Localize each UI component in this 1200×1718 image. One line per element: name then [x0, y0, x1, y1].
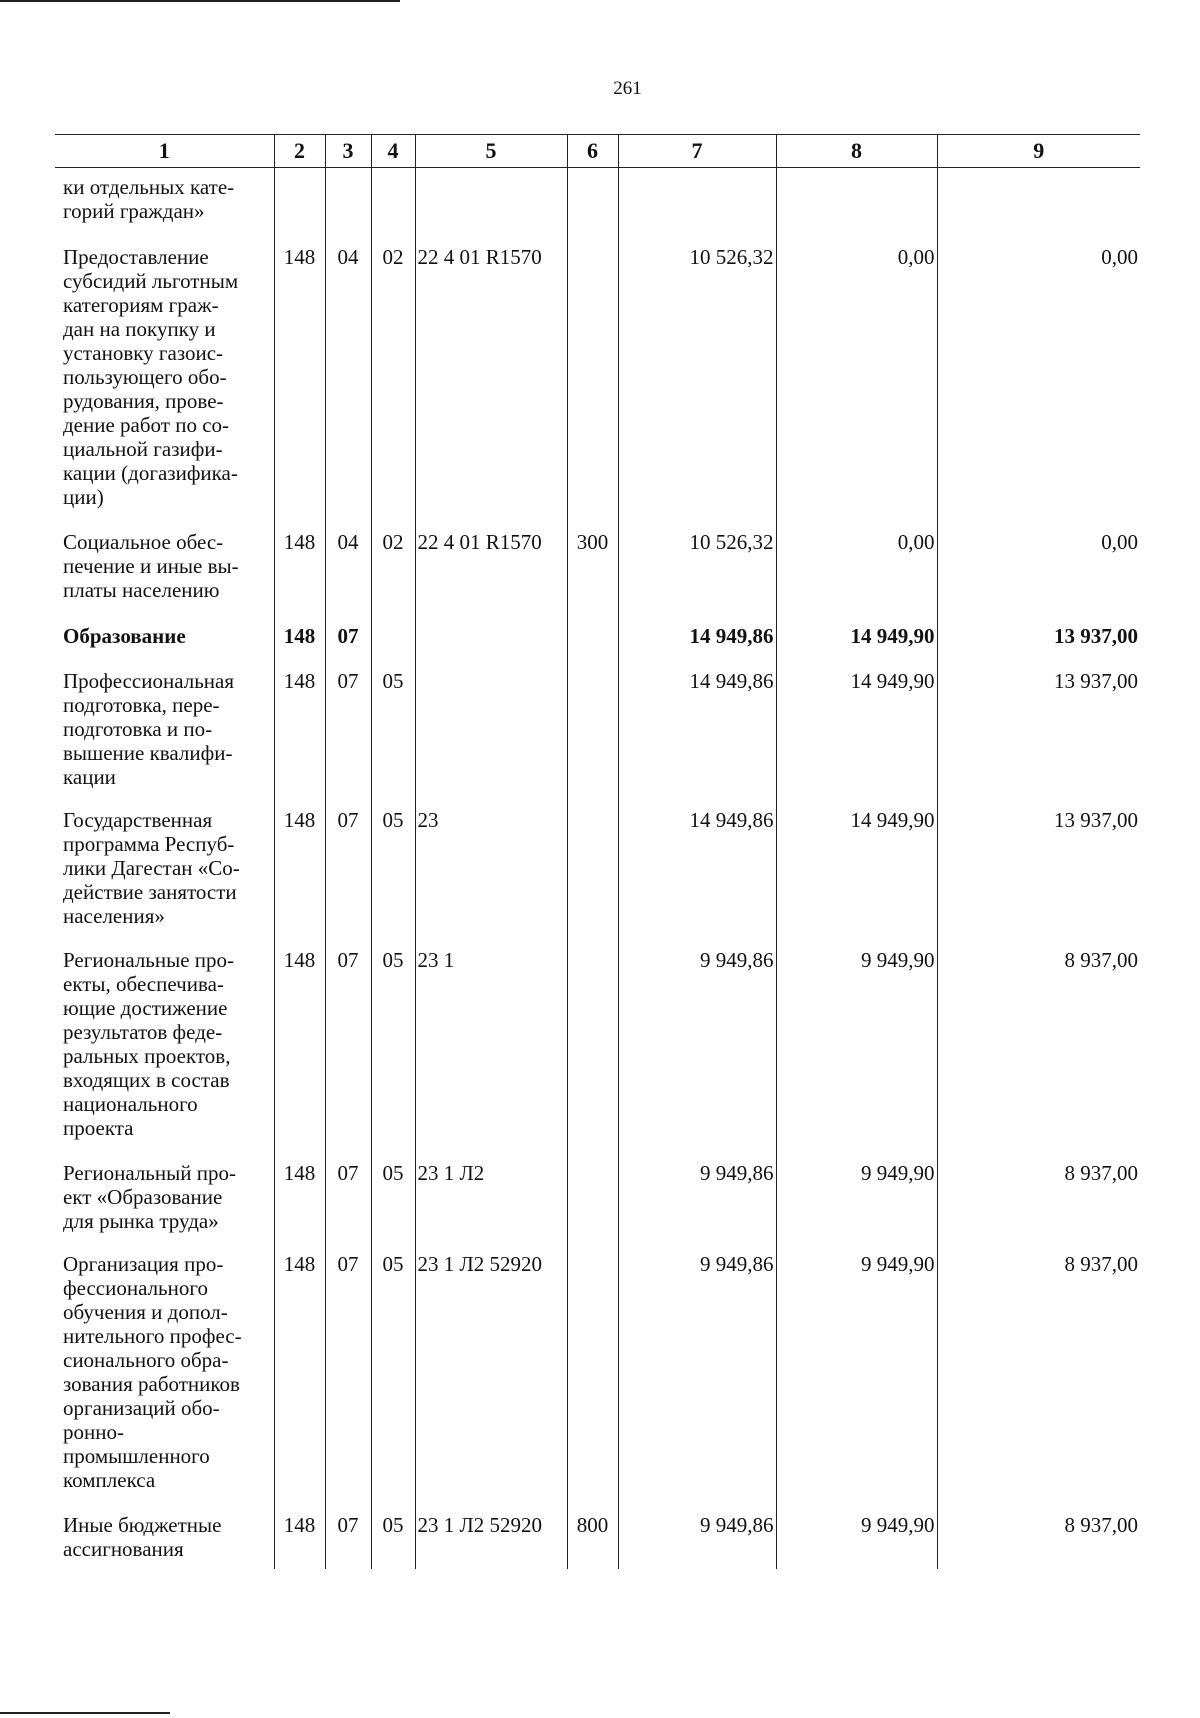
cell-col-8: 14 949,90 — [776, 801, 937, 941]
cell-col-4: 02 — [371, 523, 415, 617]
row-name: Профессиональная подготовка, пере- подготовка и по- вышение квалифи- кации — [63, 668, 235, 789]
cell-col-2: 148 — [274, 1154, 325, 1245]
cell-col-5: 23 1 Л2 52920 — [415, 1245, 567, 1506]
cell-col-8: 9 949,90 — [776, 1506, 937, 1569]
table-row — [55, 662, 1140, 801]
cell-col-6: 800 — [567, 1506, 618, 1569]
cell-col-9: 13 937,00 — [937, 617, 1140, 662]
table-row — [55, 801, 1140, 941]
row-name: Региональный про- ект «Образование для рынка труда» — [63, 1160, 236, 1233]
cell-col-2: 148 — [274, 1245, 325, 1506]
cell-col-5: 23 1 Л2 52920 — [415, 1506, 567, 1569]
cell-col-8: 9 949,90 — [776, 1245, 937, 1506]
cell-col-6 — [567, 168, 618, 238]
cell-col-7: 14 949,86 — [618, 617, 776, 662]
cell-col-3: 07 — [325, 941, 371, 1154]
cell-col-2: 148 — [274, 662, 325, 801]
cell-col-5: 23 1 Л2 — [415, 1154, 567, 1245]
cell-col-9: 0,00 — [937, 523, 1140, 617]
row-name: Предоставление субсидий льготным категориям граж- дан на покупку и установку газоис- пользующего обо- рудования, прове- дение работ по со- циальной газифи- кации (догазифика- ции) — [63, 244, 239, 509]
cell-col-6 — [567, 662, 618, 801]
cell-col-2 — [274, 168, 325, 238]
cell-col-5: 23 1 — [415, 941, 567, 1154]
table-row — [55, 1506, 1140, 1569]
table-row — [55, 238, 1140, 523]
cell-col-9: 8 937,00 — [937, 1506, 1140, 1569]
cell-col-6: 300 — [567, 523, 618, 617]
cell-col-6 — [567, 238, 618, 523]
cell-col-9 — [937, 168, 1140, 238]
cell-col-6 — [567, 617, 618, 662]
header-col-7: 7 — [618, 135, 776, 168]
cell-col-9: 8 937,00 — [937, 941, 1140, 1154]
table-row — [55, 941, 1140, 1154]
header-col-3: 3 — [325, 135, 371, 168]
table-row — [55, 1154, 1140, 1245]
cell-col-8: 0,00 — [776, 523, 937, 617]
cell-col-3 — [325, 168, 371, 238]
cell-col-7: 9 949,86 — [618, 1245, 776, 1506]
cell-col-5 — [415, 662, 567, 801]
cell-col-8 — [776, 168, 937, 238]
cell-col-8: 9 949,90 — [776, 1154, 937, 1245]
cell-col-3: 04 — [325, 523, 371, 617]
cell-col-4 — [371, 168, 415, 238]
cell-col-9: 8 937,00 — [937, 1245, 1140, 1506]
table-row-section — [55, 617, 1140, 662]
header-col-6: 6 — [567, 135, 618, 168]
cell-col-6 — [567, 1245, 618, 1506]
top-scan-edge — [0, 0, 400, 2]
header-row — [55, 135, 1140, 168]
header-col-8: 8 — [776, 135, 937, 168]
header-col-1: 1 — [55, 135, 274, 168]
row-name: ки отдельных кате- горий граждан» — [63, 175, 235, 223]
row-name: Региональные про- екты, обеспечива- ющие достижение результатов феде- ральных проектов, входящих в состав национального проекта — [63, 947, 235, 1140]
cell-col-2: 148 — [274, 238, 325, 523]
cell-col-3: 07 — [325, 801, 371, 941]
cell-col-7: 14 949,86 — [618, 662, 776, 801]
cell-col-6 — [567, 801, 618, 941]
cell-col-4: 05 — [371, 1245, 415, 1506]
cell-col-5 — [415, 168, 567, 238]
cell-col-3: 07 — [325, 1245, 371, 1506]
cell-col-4: 05 — [371, 662, 415, 801]
header-col-2: 2 — [274, 135, 325, 168]
cell-col-7: 14 949,86 — [618, 801, 776, 941]
cell-col-7: 10 526,32 — [618, 238, 776, 523]
cell-col-7: 10 526,32 — [618, 523, 776, 617]
budget-table — [55, 134, 1140, 1569]
cell-col-9: 8 937,00 — [937, 1154, 1140, 1245]
cell-col-9: 0,00 — [937, 238, 1140, 523]
cell-col-7: 9 949,86 — [618, 1154, 776, 1245]
cell-col-7: 9 949,86 — [618, 1506, 776, 1569]
cell-col-5 — [415, 617, 567, 662]
cell-col-2: 148 — [274, 523, 325, 617]
cell-col-4: 05 — [371, 801, 415, 941]
table-row — [55, 168, 1140, 238]
cell-col-8: 0,00 — [776, 238, 937, 523]
cell-col-9: 13 937,00 — [937, 662, 1140, 801]
cell-col-6 — [567, 1154, 618, 1245]
row-name: Государственная программа Респуб- лики Дагестан «Со- действие занятости населения» — [63, 807, 240, 928]
cell-col-6 — [567, 941, 618, 1154]
cell-col-9: 13 937,00 — [937, 801, 1140, 941]
cell-col-3: 07 — [325, 617, 371, 662]
bottom-scan-edge — [0, 1712, 170, 1714]
row-name: Организация про- фессионального обучения и допол- нительного профес- сионального обра- зования работников организаций обо- ронно- промышленного комплекса — [63, 1251, 242, 1492]
row-name: Социальное обес- печение и иные вы- платы населению — [63, 529, 239, 602]
table-row — [55, 1245, 1140, 1506]
cell-col-4: 05 — [371, 1154, 415, 1245]
page-number: 261 — [613, 78, 642, 99]
cell-col-4: 02 — [371, 238, 415, 523]
cell-col-4: 05 — [371, 1506, 415, 1569]
cell-col-3: 07 — [325, 1506, 371, 1569]
cell-col-4 — [371, 617, 415, 662]
cell-col-3: 07 — [325, 1154, 371, 1245]
cell-col-5: 23 — [415, 801, 567, 941]
table-row — [55, 523, 1140, 617]
cell-col-7 — [618, 168, 776, 238]
cell-col-4: 05 — [371, 941, 415, 1154]
cell-col-3: 04 — [325, 238, 371, 523]
cell-col-8: 9 949,90 — [776, 941, 937, 1154]
header-col-4: 4 — [371, 135, 415, 168]
cell-col-8: 14 949,90 — [776, 662, 937, 801]
cell-col-2: 148 — [274, 1506, 325, 1569]
cell-col-7: 9 949,86 — [618, 941, 776, 1154]
cell-col-3: 07 — [325, 662, 371, 801]
cell-col-2: 148 — [274, 801, 325, 941]
row-name: Образование — [63, 623, 186, 648]
cell-col-8: 14 949,90 — [776, 617, 937, 662]
row-name: Иные бюджетные ассигнования — [63, 1512, 222, 1561]
cell-col-2: 148 — [274, 617, 325, 662]
header-col-5: 5 — [415, 135, 567, 168]
cell-col-2: 148 — [274, 941, 325, 1154]
cell-col-5: 22 4 01 R1570 — [415, 523, 567, 617]
cell-col-5: 22 4 01 R1570 — [415, 238, 567, 523]
header-col-9: 9 — [937, 135, 1140, 168]
